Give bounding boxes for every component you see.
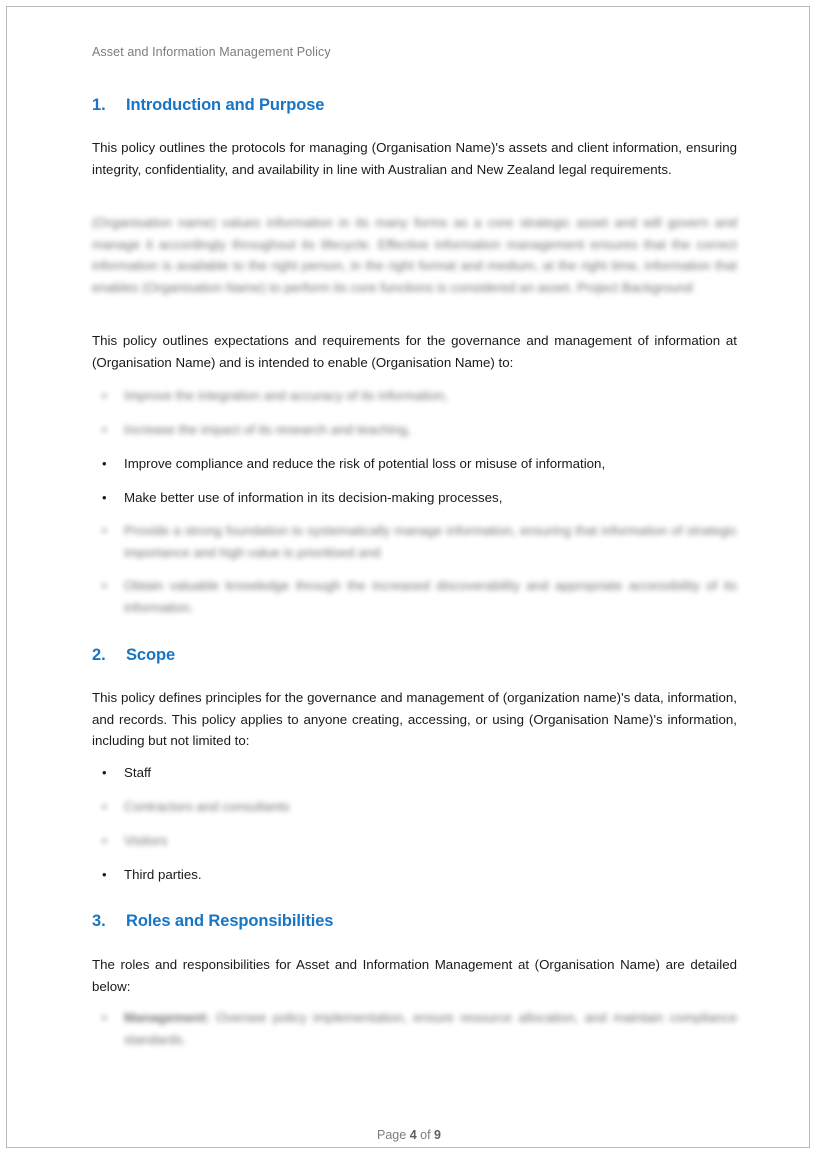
list-item: • Increase the impact of its research and teaching, [92,419,737,441]
list-item: • Improve the integration and accuracy of its information, [92,385,737,407]
list-item: • Visitors [92,830,737,852]
footer-middle: of [420,1128,431,1142]
heading-number: 2. [92,646,106,664]
intro-paragraph-1: This policy outlines the protocols for managing (Organisation Name)'s assets and client information, ensuring integrity, confidentiality, and availability in line with Australian and New Zealand legal requirements. [92,140,737,177]
running-header: Asset and Information Management Policy [92,45,331,59]
intro-paragraph-redacted: (Organisation name) values information in its many forms as a core strategic asset and will govern and manage it accordingly throughout its lifecycle. Effective information management ensures that the correct information is available to the right person, in the right format and medium, at the right time, information that enables (Organisation Name) to perform its core functions is considered an asset. Project Background [92,215,737,295]
heading-scope [92,646,736,665]
heading-introduction [92,96,736,115]
list-item: • Contractors and consultants [92,796,737,818]
intro-paragraph-2: This policy outlines expectations and requirements for the governance and management of information at (Organisation Name) and is intended to enable (Organisation Name) to: [92,333,737,370]
heading-text: Roles and Responsibilities [126,912,334,930]
page-footer [7,1128,810,1142]
list-item: • Make better use of information in its decision-making processes, [92,487,737,509]
footer-prefix: Page [377,1128,407,1142]
document-page [6,6,810,1148]
heading-roles [92,912,736,931]
list-item-text: Oversee policy implementation, ensure resource allocation, and maintain compliance standards. [124,1010,737,1047]
list-item: • Staff [92,762,737,784]
heading-text: Introduction and Purpose [126,96,325,114]
heading-number: 1. [92,96,106,114]
heading-text: Scope [126,646,176,664]
scope-paragraph-1: This policy defines principles for the governance and management of (organization name)'s data, information, and records. This policy applies to anyone creating, accessing, or using (Organisation Name)'s information, including but not limited to: [92,690,737,748]
footer-current-page: 4 [409,1128,417,1142]
list-item: • Obtain valuable knowledge through the increased discoverability and appropriate accessibility of its information. [92,575,737,618]
roles-paragraph-1: The roles and responsibilities for Asset and Information Management at (Organisation Name) are detailed below: [92,957,737,994]
footer-total-pages: 9 [434,1128,441,1142]
list-item: • Third parties. [92,864,737,886]
list-item: • Improve compliance and reduce the risk of potential loss or misuse of information, [92,453,737,475]
list-item [92,1007,737,1050]
list-item-lead: Management: [124,1010,210,1025]
list-item: • Provide a strong foundation to systematically manage information, ensuring that information of strategic importance and high value is prioritised and [92,520,737,563]
heading-number: 3. [92,912,106,930]
